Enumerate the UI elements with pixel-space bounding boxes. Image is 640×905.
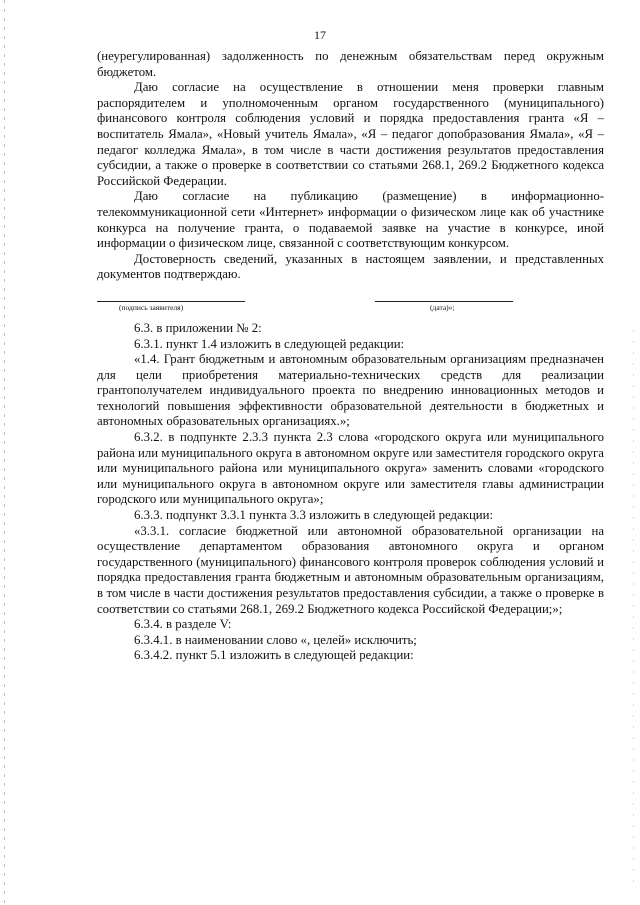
item-6-3-4-1: 6.3.4.1. в наименовании слово «, целей» исключить; [134, 632, 417, 647]
item-6-3-3: 6.3.3. подпункт 3.3.1 пункта 3.3 изложить в следующей редакции: [134, 508, 494, 523]
item-3-3-1-text: «3.3.1. согласие бюджетной или автономной образовательной организации на осуществление департаментом образования автономного округа и органом государственного (муниципального) финансового контроля проверок соблюдения условий и порядка предоставления гранта бюджетным и автономным образовательным организациям, в том числе в части достижения результатов предоставления субсидии, а также о проверке в соответствии со статьями 268.1, 269.2 Бюджетного кодекса Российской Федерации;»; [97, 523, 604, 616]
item-6-3-4-2: 6.3.4.2. пункт 5.1 изложить в следующей редакции: [134, 648, 414, 663]
scan-left-edge [4, 0, 5, 905]
paragraph-debt: (неурегулированная) задолженность по денежным обязательствам перед окружным бюджетом. [97, 49, 604, 79]
item-6-3-1: 6.3.1. пункт 1.4 изложить в следующей редакции: [134, 336, 405, 351]
item-6-3-4: 6.3.4. в разделе V: [134, 617, 232, 632]
document-body [97, 49, 604, 664]
date-line [375, 301, 513, 314]
signature-block [97, 283, 604, 321]
item-6-3: 6.3. в приложении № 2: [134, 320, 262, 335]
date-caption: (дата)»; [430, 302, 455, 312]
signature-line [97, 301, 245, 314]
paragraph-accuracy: Достоверность сведений, указанных в настоящем заявлении, и представленных документов подтверждаю. [97, 251, 604, 282]
signature-caption: (подпись заявителя) [119, 302, 184, 312]
item-6-3-2: 6.3.2. в подпункте 2.3.3 пункта 2.3 слова «городского округа или муниципального района или муниципального округа в автономном округе или заместителя городского округа или муниципального района или муниципального округа» заменить словами «городского или муниципального округа в автономном округе или заместителя главы администрации городского или муниципального округа»; [97, 430, 604, 507]
page-number: 17 [314, 28, 326, 42]
paragraph-consent-inspection: Даю согласие на осуществление в отношении меня проверки главным распорядителем и уполномоченным органом государственного (муниципального) финансового контроля соблюдения условий и порядка предоставления гранта «Я – воспитатель Ямала», «Новый учитель Ямала», «Я – педагог допобразования Ямала», «Я – педагог колледжа Ямала», в том числе в части достижения результатов предоставления субсидии, а также о проверке в соответствии со статьями 268.1, 269.2 Бюджетного кодекса Российской Федерации. [97, 80, 604, 188]
scan-right-edge [633, 330, 634, 890]
paragraph-consent-publication: Даю согласие на публикацию (размещение) в информационно-телекоммуникационной сети «Интернет» информации о физическом лице как об участнике конкурса на получение гранта, о подаваемой заявке на участие в конкурсе, иной информации о физическом лице, связанной с соответствующим конкурсом. [97, 189, 604, 251]
item-1-4-text: «1.4. Грант бюджетным и автономным образовательным организациям предназначен для цели приобретения материально-технических средств для реализации грантополучателем индивидуального проекта по внедрению инновационных методов и технологий повышения эффективности образовательной деятельности в бюджетных и автономных образовательных организациях.»; [97, 352, 604, 429]
